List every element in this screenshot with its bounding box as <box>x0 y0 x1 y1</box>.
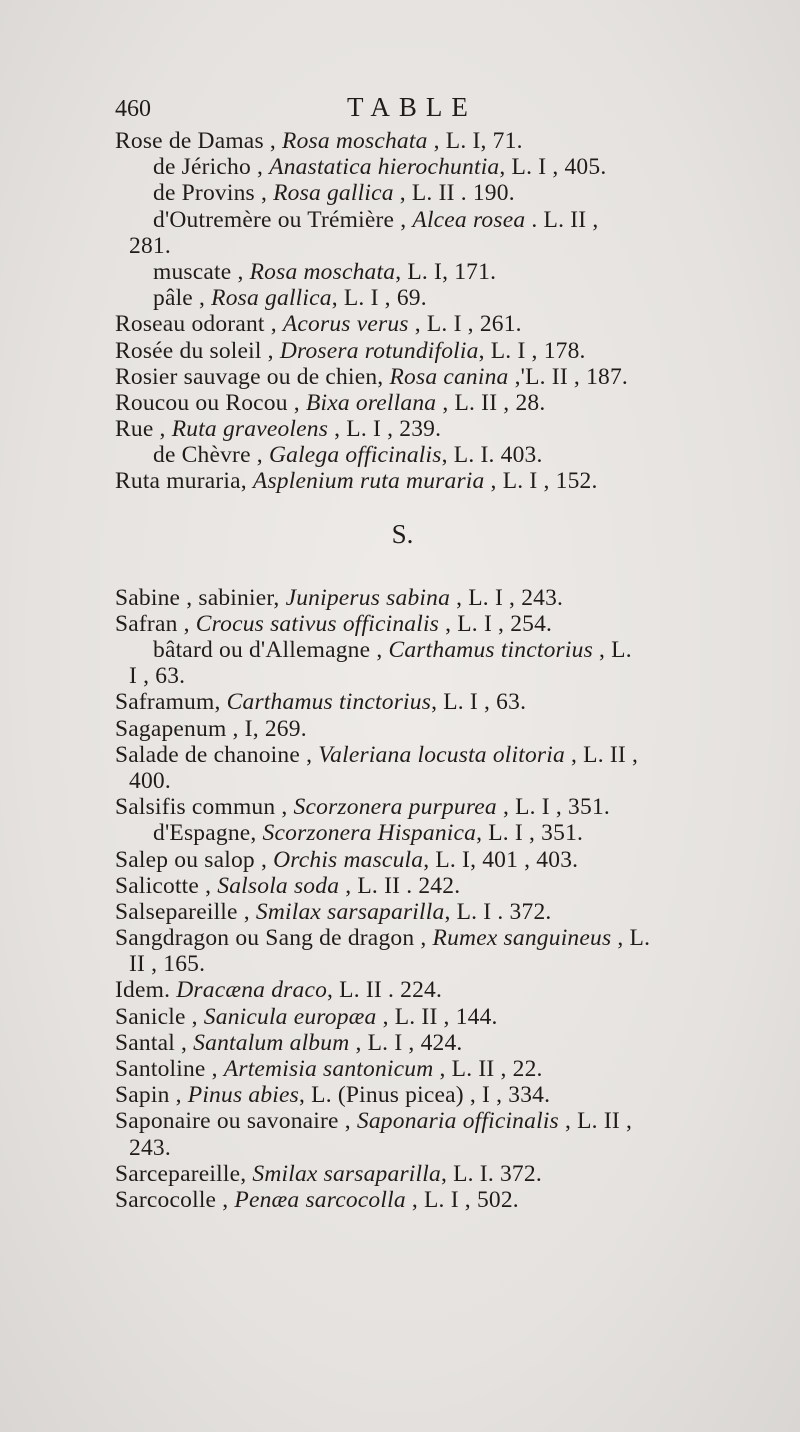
entry-latin-name: Rosa gallica <box>273 180 394 207</box>
index-entry <box>115 285 690 311</box>
entry-name: Sapin , <box>115 1082 188 1109</box>
entry-name: II , 165. <box>129 951 206 978</box>
entry-name: Sabine , sabinier, <box>115 584 286 611</box>
index-entry <box>115 873 690 899</box>
entry-reference: ,'L. II , 187. <box>508 363 629 390</box>
entry-latin-name: Orchis mascula <box>273 846 424 873</box>
index-entry <box>115 1135 690 1161</box>
index-entry <box>115 951 690 977</box>
index-entry <box>115 1108 690 1134</box>
index-entry <box>115 180 690 206</box>
entry-reference: , L. I, 71. <box>427 128 523 154</box>
entry-name: Sangdragon ou Sang de dragon , <box>115 925 433 952</box>
entry-reference: , L. II , <box>564 741 639 768</box>
entry-name: Salsepareille , <box>115 898 256 925</box>
entry-reference: , L. I , 261. <box>408 311 522 338</box>
entry-latin-name: Juniperus sabina <box>285 584 451 611</box>
entry-name: Sanicle , <box>115 1003 204 1030</box>
entry-reference: , L. II . 242. <box>339 872 461 899</box>
entry-latin-name: Alcea rosea <box>412 206 526 233</box>
index-entry <box>115 899 690 925</box>
entry-name: Rue , <box>115 416 172 443</box>
entry-latin-name: Rosa moschata <box>249 258 396 285</box>
index-entry <box>115 1030 690 1056</box>
entry-reference: , L. I , 502. <box>405 1186 519 1213</box>
entry-latin-name: Crocus sativus officinalis <box>195 610 440 637</box>
entry-name: Salicotte , <box>115 872 218 899</box>
entry-latin-name: Pinus abies <box>187 1082 299 1109</box>
section-letter-s: S. <box>391 518 414 549</box>
index-entry <box>115 689 690 715</box>
index-entry <box>115 207 690 233</box>
page-header <box>115 92 695 126</box>
entry-reference: , L. I. 403. <box>441 442 543 469</box>
index-entries <box>115 128 690 1213</box>
index-entry <box>115 1082 690 1108</box>
entry-reference: , L. I , 424. <box>349 1029 463 1056</box>
index-entry <box>115 585 690 611</box>
index-entry <box>115 442 690 468</box>
entry-name: Sagapenum , I, 269. <box>115 715 307 742</box>
index-entry <box>115 925 690 951</box>
entry-reference: , L. I, 401 , 403. <box>423 846 579 873</box>
entry-reference: , L. II , 144. <box>376 1003 498 1030</box>
index-entry <box>115 1056 690 1082</box>
entry-latin-name: Artemisia santonicum <box>223 1056 434 1082</box>
entry-latin-name: Saponaria officinalis <box>356 1108 559 1135</box>
entry-latin-name: Salsola soda <box>217 872 340 899</box>
entry-name: de Chèvre , <box>153 442 269 469</box>
index-entry <box>115 794 690 820</box>
entry-name: pâle , <box>153 285 212 312</box>
entry-latin-name: Dracæna draco <box>176 977 328 1004</box>
entry-reference: , L. II , 22. <box>433 1056 543 1082</box>
entry-latin-name: Ruta graveolens <box>171 416 329 443</box>
entry-name: bâtard ou d'Allemagne , <box>153 637 389 663</box>
entries-letter-s <box>115 585 690 1214</box>
index-entry <box>115 847 690 873</box>
entry-latin-name: Galega officinalis <box>268 442 442 469</box>
page-number: 460 <box>115 96 151 122</box>
entry-reference: , L. I , 63. <box>431 689 527 716</box>
entry-name: Santal , <box>115 1029 194 1056</box>
entry-latin-name: Carthamus tinctorius <box>388 637 593 663</box>
index-entry <box>115 820 690 846</box>
entry-name: Salep ou salop , <box>115 846 274 873</box>
entry-name: de Provins , <box>153 180 274 207</box>
entry-name: Sarcocolle , <box>115 1186 235 1213</box>
index-entry <box>115 1161 690 1187</box>
entry-name: Idem. <box>115 977 177 1004</box>
entry-latin-name: Rumex sanguineus <box>432 925 612 952</box>
entry-name: muscate , <box>153 258 250 285</box>
entry-reference: , L. I , 351. <box>496 794 610 821</box>
entries-letter-r <box>115 128 690 495</box>
entry-reference: , L. II . 190. <box>393 180 515 207</box>
index-entry <box>115 416 690 442</box>
index-entry <box>115 977 690 1003</box>
index-entry <box>115 311 690 337</box>
running-title: TABLE <box>347 92 477 122</box>
index-entry <box>115 1004 690 1030</box>
entry-name: Sarcepareille, <box>115 1160 253 1187</box>
index-entry <box>115 259 690 285</box>
entry-latin-name: Smilax sarsaparilla <box>252 1160 441 1187</box>
entry-latin-name: Scorzonera Hispanica <box>262 820 477 847</box>
entry-name: I , 63. <box>129 663 186 690</box>
index-entry <box>115 128 690 154</box>
entry-reference: , L. (Pinus picea) , I , 334. <box>298 1082 551 1109</box>
entry-latin-name: Scorzonera purpurea <box>293 794 497 821</box>
entry-name: Santoline , <box>115 1056 224 1082</box>
entry-reference: , L. <box>611 925 651 952</box>
entry-name: Rosée du soleil , <box>115 337 280 364</box>
entry-name: Saponaire ou savonaire , <box>115 1108 357 1135</box>
entry-name: Rose de Damas , <box>115 128 283 154</box>
entry-latin-name: Penæa sarcocolla <box>234 1186 406 1213</box>
entry-latin-name: Anastatica hierochuntia <box>269 154 500 181</box>
index-entry <box>115 154 690 180</box>
index-entry <box>115 637 690 663</box>
entry-reference: , L. I , 405. <box>499 154 607 181</box>
index-entry <box>115 364 690 390</box>
entry-latin-name: Rosa canina <box>389 363 509 390</box>
index-entry <box>115 663 690 689</box>
entry-reference: , L. I, 171. <box>395 258 497 285</box>
entry-reference: , L. II . 224. <box>327 977 443 1004</box>
entry-name: Ruta muraria, <box>115 468 253 495</box>
entry-latin-name: Rosa moschata <box>282 128 428 154</box>
entry-name: Salsifis commun , <box>115 794 294 821</box>
entry-name: 400. <box>129 767 171 794</box>
entry-name: Roucou ou Rocou , <box>115 389 306 416</box>
index-entry <box>115 1187 690 1213</box>
index-entry <box>115 611 690 637</box>
entry-latin-name: Drosera rotundifolia <box>279 337 479 364</box>
entry-name: Safran , <box>115 610 196 637</box>
index-entry <box>115 768 690 794</box>
entry-name: d'Espagne, <box>153 820 263 847</box>
entry-reference: , L. I , 243. <box>450 584 564 611</box>
entry-latin-name: Acorus verus <box>282 311 409 338</box>
index-entry <box>115 716 690 742</box>
index-entry <box>115 468 690 494</box>
entry-reference: , L. I. 372. <box>440 1160 542 1187</box>
entry-name: d'Outremère ou Trémière , <box>153 206 413 233</box>
entry-reference: , L. I , 152. <box>484 468 598 495</box>
entry-reference: , L. I , 351. <box>476 820 584 847</box>
entry-name: 281. <box>129 232 171 259</box>
index-entry <box>115 338 690 364</box>
index-entry <box>115 390 690 416</box>
entry-reference: , L. I , 69. <box>331 285 427 312</box>
entry-reference: , L. I , 178. <box>478 337 586 364</box>
entry-name: de Jéricho , <box>153 154 270 181</box>
index-entry <box>115 233 690 259</box>
entry-latin-name: Smilax sarsaparilla <box>255 898 445 925</box>
entry-reference: . L. II , <box>525 206 599 233</box>
entry-name: Saframum, <box>115 689 227 716</box>
entry-latin-name: Rosa gallica <box>211 285 332 312</box>
entry-name: Rosier sauvage ou de chien, <box>115 363 390 390</box>
entry-latin-name: Santalum album <box>193 1029 350 1056</box>
entry-name: 243. <box>129 1134 171 1161</box>
entry-reference: , L. <box>592 637 632 663</box>
entry-name: Roseau odorant , <box>115 311 283 338</box>
entry-latin-name: Bixa orellana <box>305 389 437 416</box>
entry-name: Salade de chanoine , <box>115 741 319 768</box>
entry-reference: , L. I , 239. <box>328 416 442 443</box>
index-entry <box>115 742 690 768</box>
entry-reference: , L. I . 372. <box>444 898 552 925</box>
entry-reference: , L. II , 28. <box>436 389 546 416</box>
entry-latin-name: Sanicula europæa <box>203 1003 377 1030</box>
entry-latin-name: Asplenium ruta muraria <box>252 468 485 495</box>
entry-latin-name: Carthamus tinctorius <box>226 689 432 716</box>
entry-latin-name: Valeriana locusta olitoria <box>318 741 565 768</box>
entry-reference: , L. I , 254. <box>439 610 553 637</box>
entry-reference: , L. II , <box>558 1108 633 1135</box>
